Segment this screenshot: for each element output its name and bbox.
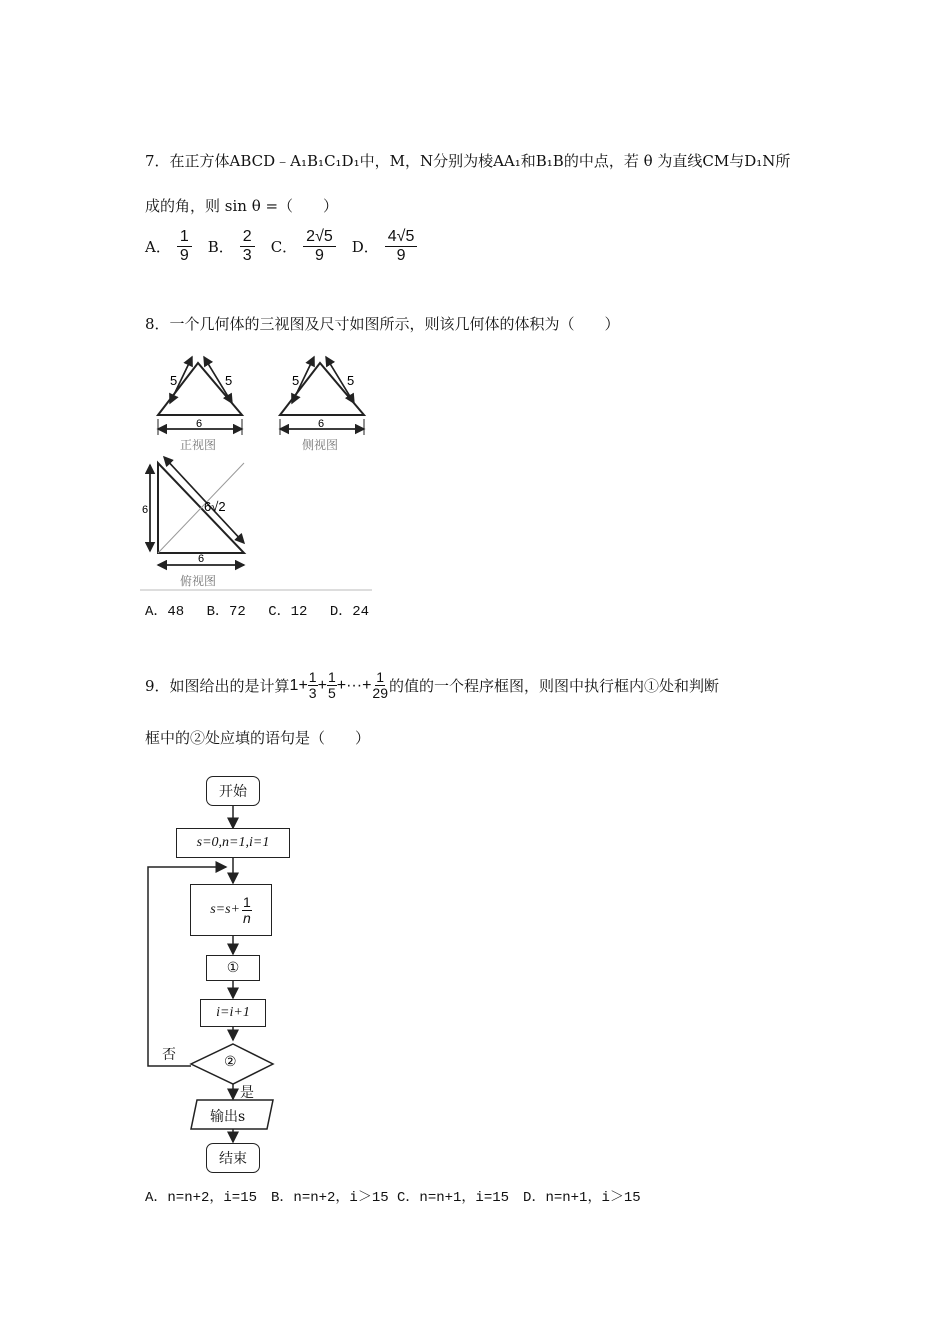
- flowchart-step1: ①: [206, 955, 260, 981]
- top-view-height: 6: [142, 504, 149, 516]
- front-view: [158, 357, 242, 452]
- q9-expr-one: 1+: [289, 676, 308, 694]
- front-view-right-side: 5: [225, 373, 233, 388]
- flowchart-update-s: [190, 884, 272, 936]
- top-view-label: 俯视图: [180, 574, 217, 588]
- q7-option-b-label: B．: [207, 238, 234, 256]
- side-view-base: 6: [318, 418, 325, 430]
- q7-option-c-label: C．: [270, 238, 298, 256]
- flowchart-increment-i: i=i+1: [200, 999, 266, 1027]
- q7-option-a-label: A．: [145, 238, 171, 256]
- q7-option-b-fraction: [240, 228, 255, 265]
- top-view: [140, 457, 372, 590]
- q9-options: A．n=n+2，i=15 B．n=n+2，i＞15 C．n=n+1，i=15 D．n=n+1，i＞15: [145, 1190, 641, 1206]
- q8-stem: 8．一个几何体的三视图及尺寸如图所示，则该几何体的体积为（ ）: [145, 315, 620, 333]
- q9-expr-plus: +: [317, 676, 327, 694]
- q9-flowchart: [140, 770, 300, 1175]
- q7-option-d-num: 4√5: [385, 228, 418, 247]
- flowchart-update-s-frac: [242, 895, 252, 926]
- side-view-left-side: 5: [292, 373, 300, 388]
- q9-frac-num: 1: [327, 669, 336, 685]
- q9-stem-line2: 框中的②处应填的语句是（ ）: [145, 729, 371, 747]
- q7-option-b-den: 3: [242, 247, 252, 264]
- flowchart-start: 开始: [206, 776, 260, 806]
- q7-option-b-num: 2: [240, 228, 255, 247]
- q9-frac-num: 1: [376, 669, 385, 685]
- q7-option-c-den: 9: [315, 247, 324, 264]
- flowchart-frac-den: n: [243, 909, 251, 926]
- side-view-label: 侧视图: [302, 438, 339, 452]
- top-view-diag: 6√2: [204, 499, 226, 514]
- q9-expr-dots: +···+: [336, 676, 372, 694]
- q8-options: A．48 B．72 C．12 D．24: [145, 604, 370, 620]
- flowchart-update-s-text: s=s+: [210, 902, 240, 917]
- flowchart-output-label: 输出s: [210, 1109, 246, 1125]
- q9-expr-frac-1-29: [371, 670, 389, 701]
- q7-option-d-label: D．: [351, 238, 379, 256]
- q9-suffix: 的值的一个程序框图，则图中执行框内①处和判断: [388, 677, 719, 695]
- q9-frac-num: 1: [308, 669, 317, 685]
- front-view-base: 6: [196, 418, 203, 430]
- front-view-left-side: 5: [170, 373, 178, 388]
- flowchart-frac-num: 1: [243, 893, 251, 910]
- flowchart-decision-label: ②: [224, 1054, 237, 1070]
- q7-option-d-den: 9: [396, 247, 406, 264]
- flowchart-no-label: 否: [162, 1047, 176, 1063]
- q7-option-a-num: 1: [177, 228, 192, 247]
- flowchart-end: 结束: [206, 1143, 260, 1173]
- side-view-right-side: 5: [347, 373, 355, 388]
- flowchart-init: s=0,n=1,i=1: [176, 828, 290, 858]
- q9-prefix: 9．如图给出的是计算: [145, 677, 290, 695]
- q7-option-a-den: 9: [179, 247, 189, 264]
- q7-options: [145, 228, 433, 265]
- q9-frac-den: 5: [327, 685, 336, 701]
- q9-expr-frac-1-3: [308, 670, 318, 701]
- side-view: [280, 357, 364, 452]
- q7-stem-line2: 成的角，则 sin θ =（ ）: [145, 197, 339, 215]
- q7-option-a-fraction: [177, 228, 192, 265]
- q9-expr-frac-1-5: [327, 670, 337, 701]
- q9-frac-den: 3: [308, 685, 317, 701]
- q7-option-d-fraction: [385, 228, 418, 265]
- q8-three-view-figure: [140, 345, 380, 595]
- front-view-label: 正视图: [180, 438, 217, 452]
- top-view-base: 6: [198, 553, 205, 565]
- q7-option-c-num: 2√5: [303, 228, 336, 247]
- q9-frac-den: 29: [372, 685, 388, 701]
- q7-stem-line1: 7．在正方体ABCD﹣A₁B₁C₁D₁中，M，N分别为棱AA₁和B₁B的中点，若 θ 为直线CM与D₁N所: [145, 152, 791, 170]
- q7-option-c-fraction: [303, 228, 336, 265]
- flowchart-yes-label: 是: [240, 1085, 254, 1101]
- q9-stem-line1: [145, 670, 719, 701]
